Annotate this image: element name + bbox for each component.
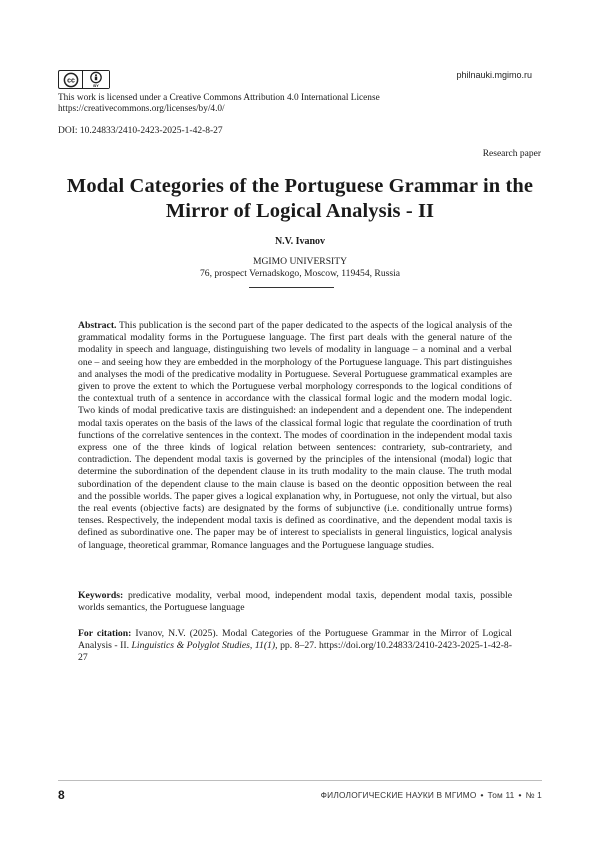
citation-journal: Linguistics & Polyglot Studies, 11(1), xyxy=(131,640,278,652)
cc-by-license-badge[interactable] xyxy=(58,70,110,89)
footer-divider xyxy=(58,780,542,781)
affiliation-divider xyxy=(249,287,334,288)
author-name: N.V. Ivanov xyxy=(274,236,326,247)
journal-footer xyxy=(321,790,542,800)
citation-text: Ivanov, N.V. (2025). Modal Categories of the Portuguese Grammar in the Mirror of Logical Analysis - II. xyxy=(78,628,513,652)
footer-separator: • xyxy=(518,790,522,800)
footer-volume: Том 11 xyxy=(487,790,515,800)
abstract-text: This publication is the second part of the paper dedicated to the aspects of the logical analysis of the grammatical modality forms in the Portuguese language. The first part deals with the general nature of the modality in speech and language, distinguishing two levels of modality in language – a nominal and a verbal one – and seeing how they are embedded in the morphology of the Portuguese language. This part distinguishes and analyses the modi of the predicative modality in Portuguese. Several Portuguese grammatical examples are given to prove the extent to which the Portuguese verbal morphology corresponds to the logical conditions of the contextual truth of a sentence in accordance with the classical formal logic and the modern modal logic. Two kinds of modal predicative taxis are distinguished: an independent and a dependent one. The independent modal taxis operates on the basis of the laws of the classical formal logic that regulate the coordination of truth functions of the correlative sentences in the context. The modes of coordination in the independent modal taxis express one of the three kinds of logical relation between sentences: contrariety, sub-contrariety, and contradiction. The dependent modal taxis is governed by the principles of the intensional (modal) logic that determine the subordination of the dependent clause in its truth modality to the main clause. The truth modal subordination of the dependent clause to the main clause is based on the deontic opposition between the real and the possible worlds. The paper gives a logical explanation why, in Portuguese, not only the virtual, but also the real events (objective facts) are designated by the forms of subjunctive (i.e. conditionally untrue forms) tenses. Respectively, the independent modal taxis is defined as coordinative, and the dependent modal taxis is defined as subordinative one. The paper may be of interest to specialists in general linguistics, logical analysis of language, theoretical grammar, Romance languages and the Portuguese language studies. xyxy=(78,320,512,551)
abstract xyxy=(78,320,512,552)
affiliation-name: MGIMO UNIVERSITY xyxy=(252,256,348,267)
doi[interactable]: DOI: 10.24833/2410-2423-2025-1-42-8-27 xyxy=(58,126,223,136)
cc-icon xyxy=(59,71,83,88)
by-icon-text: BY xyxy=(93,82,99,88)
citation xyxy=(78,628,512,665)
journal-site-link[interactable]: philnauki.mgimo.ru xyxy=(456,70,532,80)
affiliation-address: 76, prospect Vernadskogo, Moscow, 119454, Russia xyxy=(199,268,401,279)
footer-issue: № 1 xyxy=(525,790,542,800)
license-text: This work is licensed under a Creative Commons Attribution 4.0 International License xyxy=(58,93,380,103)
footer-journal-name: ФИЛОЛОГИЧЕСКИЕ НАУКИ В МГИМО xyxy=(320,790,477,800)
by-icon xyxy=(83,71,109,88)
footer-separator: • xyxy=(480,790,484,800)
abstract-label: Abstract. xyxy=(78,320,117,331)
paper-type: Research paper xyxy=(482,149,541,159)
citation-label: For citation: xyxy=(78,628,132,639)
keywords-label: Keywords: xyxy=(78,590,124,601)
citation-pages-doi[interactable]: pp. 8–27. https://doi.org/10.24833/2410-2423-2025-1-42-8-27 xyxy=(78,640,513,664)
cc-icon-text: cc xyxy=(66,77,75,85)
paper-title: Modal Categories of the Portuguese Grammar in the Mirror of Logical Analysis - II xyxy=(66,175,534,222)
license-url[interactable]: https://creativecommons.org/licenses/by/4.0/ xyxy=(58,104,225,114)
page-number: 8 xyxy=(58,788,65,802)
keywords xyxy=(78,590,512,614)
keywords-text: predicative modality, verbal mood, independent modal taxis, dependent modal taxis, possible worlds semantics, the Portuguese language xyxy=(78,590,512,614)
